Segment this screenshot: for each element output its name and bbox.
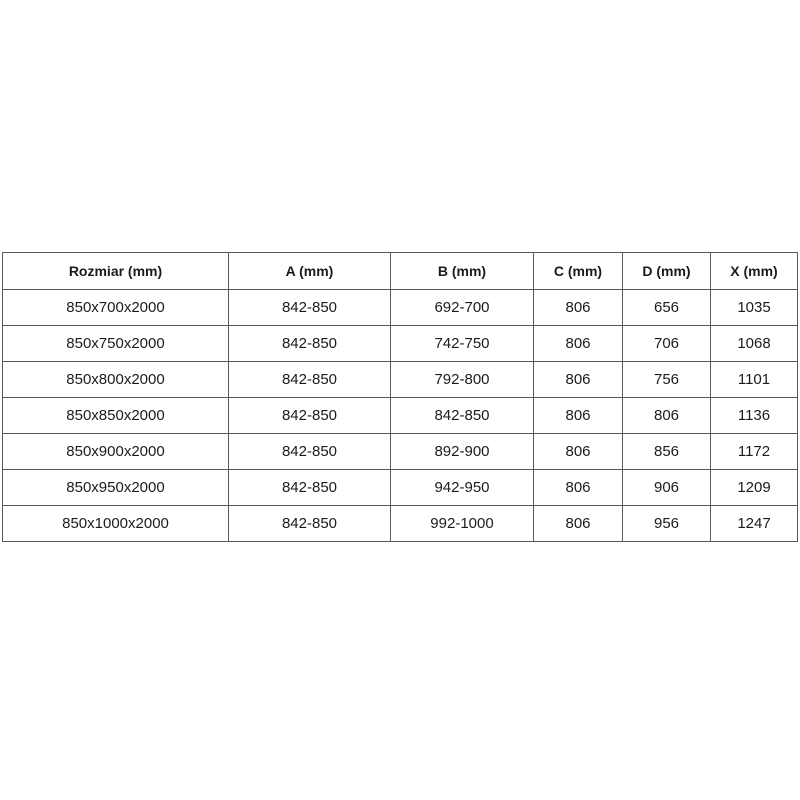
table-cell: 850x700x2000	[3, 290, 229, 326]
table-cell: 806	[534, 398, 623, 434]
table-row	[3, 362, 798, 398]
table-row	[3, 398, 798, 434]
table-cell: 1136	[711, 398, 798, 434]
table-cell: 742-750	[391, 326, 534, 362]
table-cell: 806	[623, 398, 711, 434]
table-cell: 842-850	[229, 362, 391, 398]
table-cell: 850x950x2000	[3, 470, 229, 506]
table-cell: 850x750x2000	[3, 326, 229, 362]
table-cell: 1247	[711, 506, 798, 542]
table-header-x: X (mm)	[711, 253, 798, 290]
table-cell: 842-850	[229, 470, 391, 506]
table-cell: 892-900	[391, 434, 534, 470]
table-row	[3, 470, 798, 506]
table-cell: 806	[534, 434, 623, 470]
table-cell: 850x850x2000	[3, 398, 229, 434]
table-cell: 842-850	[229, 506, 391, 542]
table-cell: 706	[623, 326, 711, 362]
table-cell: 656	[623, 290, 711, 326]
table-cell: 850x900x2000	[3, 434, 229, 470]
table-cell: 842-850	[391, 398, 534, 434]
dimensions-table	[2, 252, 798, 542]
table-header-row	[3, 253, 798, 290]
table-header-a: A (mm)	[229, 253, 391, 290]
table-cell: 992-1000	[391, 506, 534, 542]
table-cell: 756	[623, 362, 711, 398]
table-cell: 806	[534, 470, 623, 506]
table-cell: 856	[623, 434, 711, 470]
table-cell: 850x1000x2000	[3, 506, 229, 542]
table-cell: 942-950	[391, 470, 534, 506]
table-cell: 842-850	[229, 434, 391, 470]
table-cell: 806	[534, 326, 623, 362]
table-cell: 806	[534, 506, 623, 542]
table-row	[3, 326, 798, 362]
table-header-rozmiar: Rozmiar (mm)	[3, 253, 229, 290]
table-cell: 1209	[711, 470, 798, 506]
table-cell: 956	[623, 506, 711, 542]
table-header-b: B (mm)	[391, 253, 534, 290]
table-cell: 842-850	[229, 326, 391, 362]
table-header-c: C (mm)	[534, 253, 623, 290]
table-cell: 1068	[711, 326, 798, 362]
table-cell: 1035	[711, 290, 798, 326]
table-header-d: D (mm)	[623, 253, 711, 290]
table-cell: 792-800	[391, 362, 534, 398]
table-row	[3, 506, 798, 542]
table-cell: 906	[623, 470, 711, 506]
table-cell: 842-850	[229, 398, 391, 434]
table-cell: 842-850	[229, 290, 391, 326]
table-cell: 1101	[711, 362, 798, 398]
table-row	[3, 434, 798, 470]
table-cell: 1172	[711, 434, 798, 470]
table-cell: 692-700	[391, 290, 534, 326]
table-cell: 806	[534, 290, 623, 326]
table-cell: 806	[534, 362, 623, 398]
table-cell: 850x800x2000	[3, 362, 229, 398]
table-row	[3, 290, 798, 326]
